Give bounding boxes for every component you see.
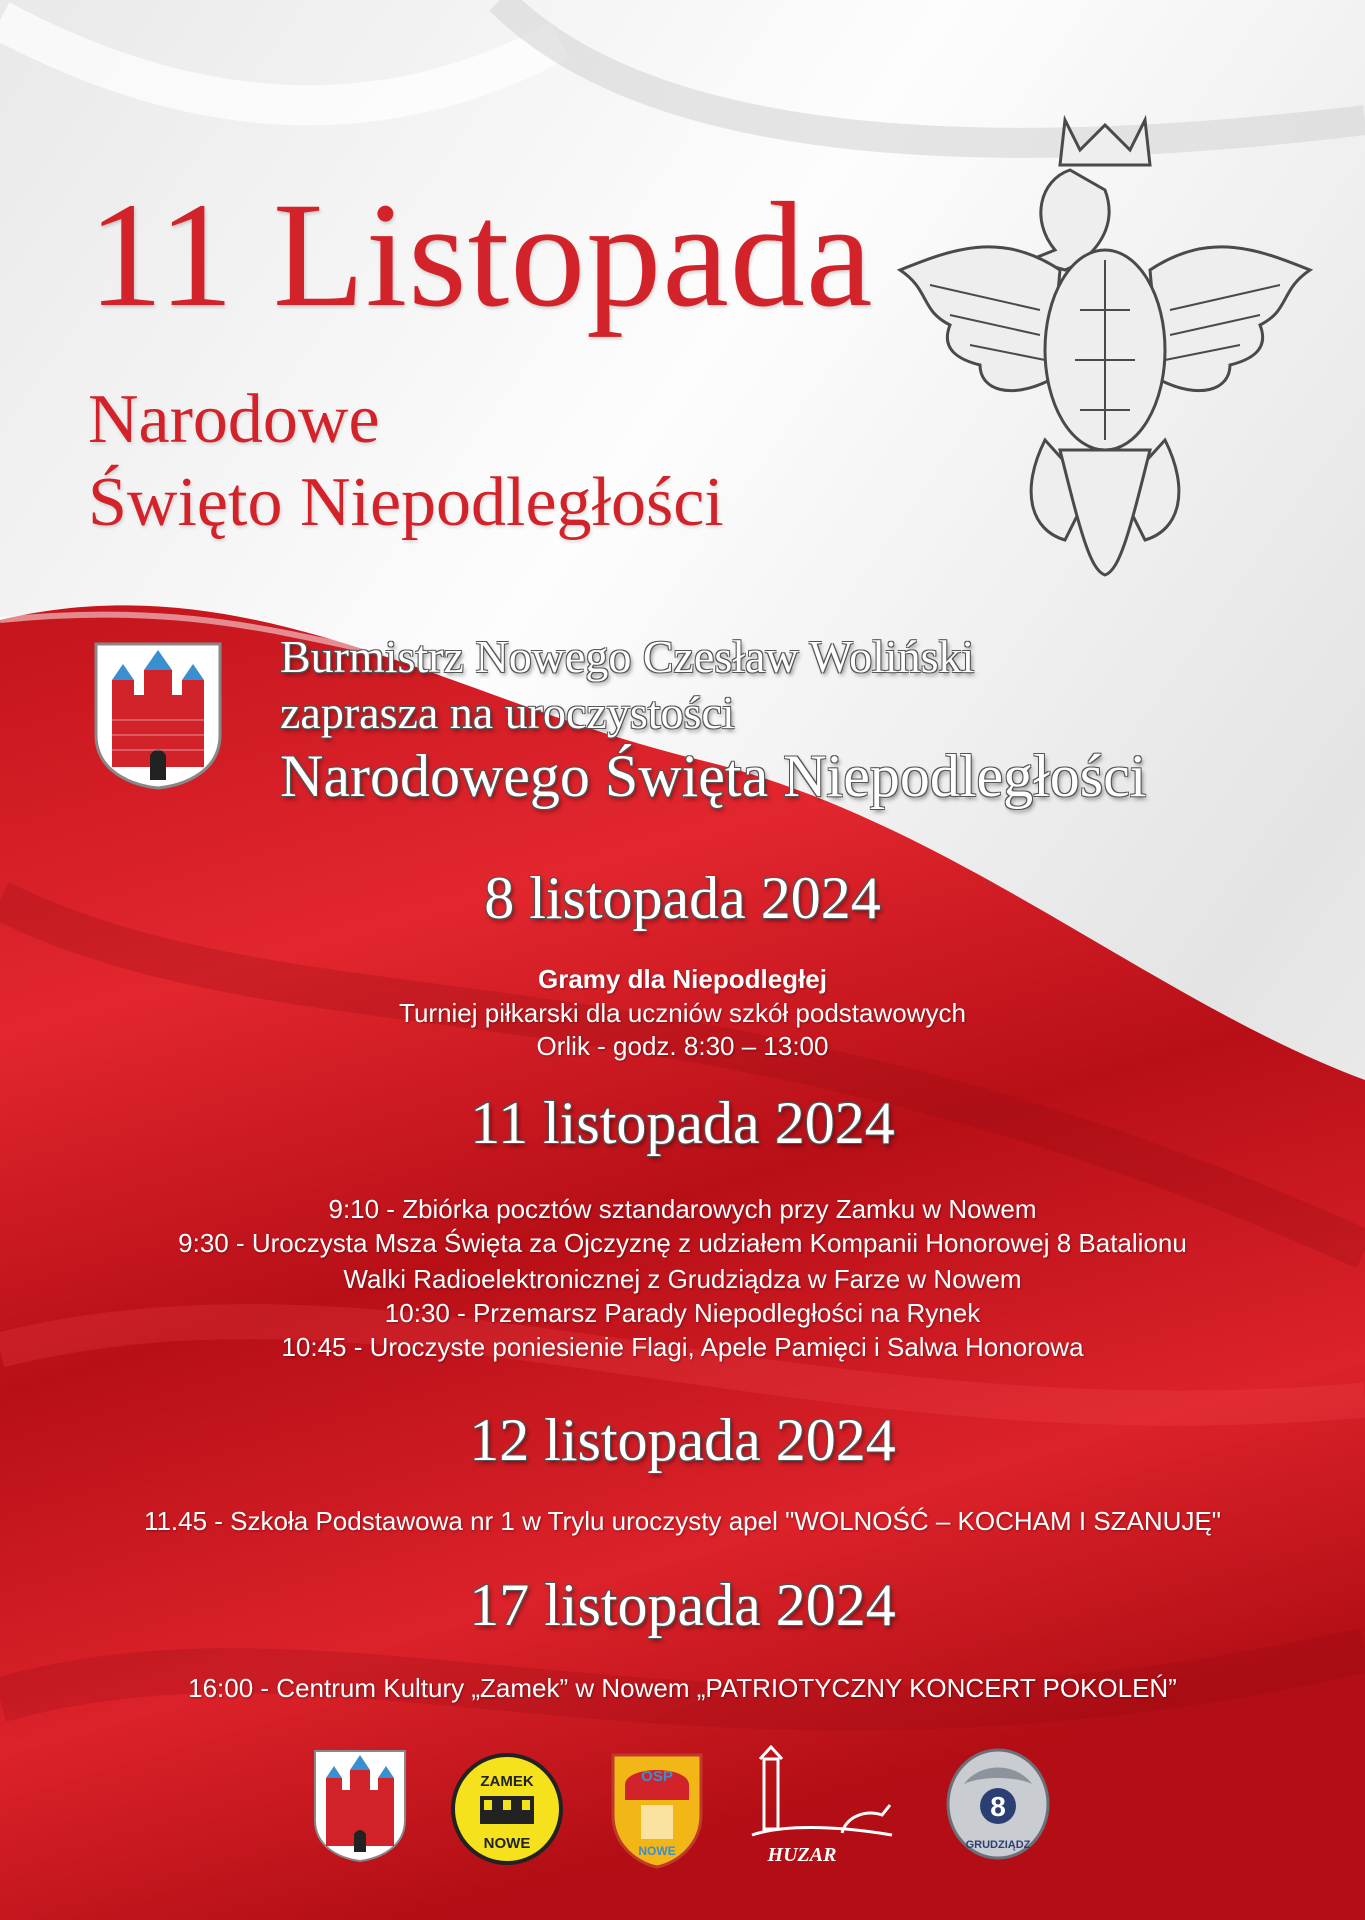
nowe-coat-of-arms-small-icon bbox=[312, 1748, 408, 1864]
zamek-logo-top-text: ZAMEK bbox=[480, 1773, 534, 1790]
battalion-logo-number: 8 bbox=[990, 1791, 1006, 1822]
nowe-coat-of-arms-icon bbox=[92, 640, 224, 790]
invitation-line1: Burmistrz Nowego Czesław Woliński bbox=[280, 631, 975, 682]
date-heading-12-nov: 12 listopada 2024 bbox=[469, 1407, 896, 1473]
date-heading-17-nov: 17 listopada 2024 bbox=[469, 1572, 896, 1638]
event-text: Gramy dla Niepodległej bbox=[538, 964, 827, 994]
event-text: 10:30 - Przemarsz Parady Niepodległości na Rynek bbox=[384, 1298, 981, 1328]
page-subtitle-line1: Narodowe bbox=[88, 381, 380, 458]
osp-logo-bottom-text: NOWE bbox=[638, 1844, 676, 1858]
invitation-line3: Narodowego Święta Niepodległości bbox=[280, 743, 1147, 809]
event-text: 9:10 - Zbiórka pocztów sztandarowych przy Zamku w Nowem bbox=[328, 1194, 1037, 1224]
osp-logo-top-text: OSP bbox=[641, 1768, 673, 1785]
huzar-logo-icon bbox=[742, 1745, 902, 1867]
event-text: Turniej piłkarski dla uczniów szkół podstawowych bbox=[399, 998, 966, 1028]
invitation-line2: zaprasza na uroczystości bbox=[280, 687, 735, 738]
event-text: 16:00 - Centrum Kultury „Zamek” w Nowem „PATRIOTYCZNY KONCERT POKOLEŃ” bbox=[188, 1673, 1177, 1703]
page-title: 11 Listopada bbox=[88, 172, 874, 338]
date-heading-11-nov: 11 listopada 2024 bbox=[470, 1090, 895, 1156]
event-text: Orlik - godz. 8:30 – 13:00 bbox=[536, 1031, 829, 1061]
battalion-grudziadz-logo-icon bbox=[944, 1748, 1052, 1864]
date-heading-8-nov: 8 listopada 2024 bbox=[484, 865, 881, 931]
event-text: 9:30 - Uroczysta Msza Święta za Ojczyznę z udziałem Kompanii Honorowej 8 Batalionu bbox=[178, 1228, 1187, 1258]
battalion-logo-text: GRUDZIĄDZ bbox=[965, 1839, 1031, 1851]
event-text: 11.45 - Szkoła Podstawowa nr 1 w Trylu uroczysty apel "WOLNOŚĆ – KOCHAM I SZANUJĘ" bbox=[143, 1506, 1222, 1536]
page-subtitle-line2: Święto Niepodległości bbox=[88, 464, 724, 541]
event-text: 10:45 - Uroczyste poniesienie Flagi, Apele Pamięci i Salwa Honorowa bbox=[281, 1332, 1084, 1362]
zamek-logo-bottom-text: NOWE bbox=[483, 1835, 531, 1852]
huzar-logo-text: HUZAR bbox=[767, 1844, 837, 1866]
osp-nowe-logo-icon bbox=[607, 1745, 707, 1870]
event-text: Walki Radioelektronicznej z Grudziądza w Farze w Nowem bbox=[343, 1264, 1022, 1294]
white-eagle-icon bbox=[890, 110, 1320, 580]
zamek-nowe-logo-icon bbox=[450, 1752, 564, 1866]
